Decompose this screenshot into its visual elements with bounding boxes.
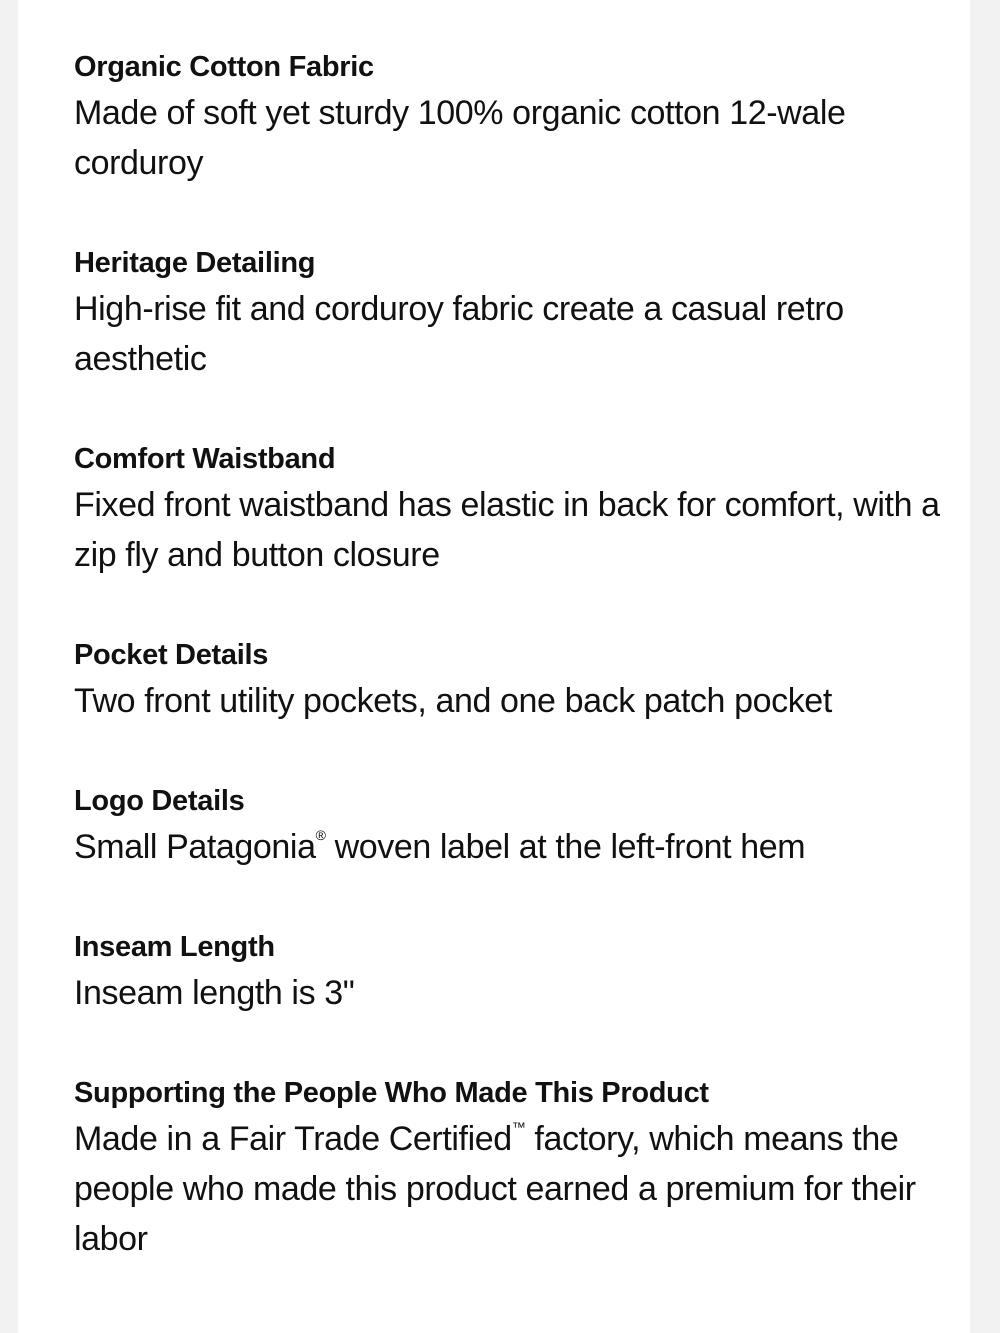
feature-description: High-rise fit and corduroy fabric create a casual retro aesthetic <box>74 290 844 378</box>
feature-description: Made in a Fair Trade Certified™ factory, which means the people who made this product earned a premium for their labor <box>74 1119 916 1258</box>
feature-title: Heritage Detailing <box>74 247 316 279</box>
feature-title: Comfort Waistband <box>74 443 336 475</box>
feature-organic-cotton-fabric <box>74 46 954 188</box>
trademark-mark: ™ <box>511 1119 526 1135</box>
feature-description: Fixed front waistband has elastic in back for comfort, with a zip fly and button closure <box>74 486 940 574</box>
feature-description: Made of soft yet sturdy 100% organic cotton 12-wale corduroy <box>74 94 846 182</box>
feature-title: Pocket Details <box>74 639 269 671</box>
feature-logo-details <box>74 780 954 872</box>
feature-title: Inseam Length <box>74 931 275 963</box>
feature-title: Supporting the People Who Made This Product <box>74 1077 709 1109</box>
registered-mark: ® <box>315 827 326 843</box>
feature-description: Two front utility pockets, and one back patch pocket <box>74 682 832 720</box>
feature-description: Small Patagonia® woven label at the left-front hem <box>74 827 806 866</box>
feature-heritage-detailing <box>74 242 954 384</box>
feature-inseam-length <box>74 926 954 1018</box>
feature-fair-trade <box>74 1072 954 1264</box>
feature-comfort-waistband <box>74 438 954 580</box>
feature-list <box>74 46 954 1318</box>
feature-pocket-details <box>74 634 954 726</box>
feature-title: Logo Details <box>74 785 245 817</box>
feature-title: Organic Cotton Fabric <box>74 51 374 83</box>
product-features-panel <box>18 0 970 1333</box>
feature-description: Inseam length is 3" <box>74 974 355 1012</box>
